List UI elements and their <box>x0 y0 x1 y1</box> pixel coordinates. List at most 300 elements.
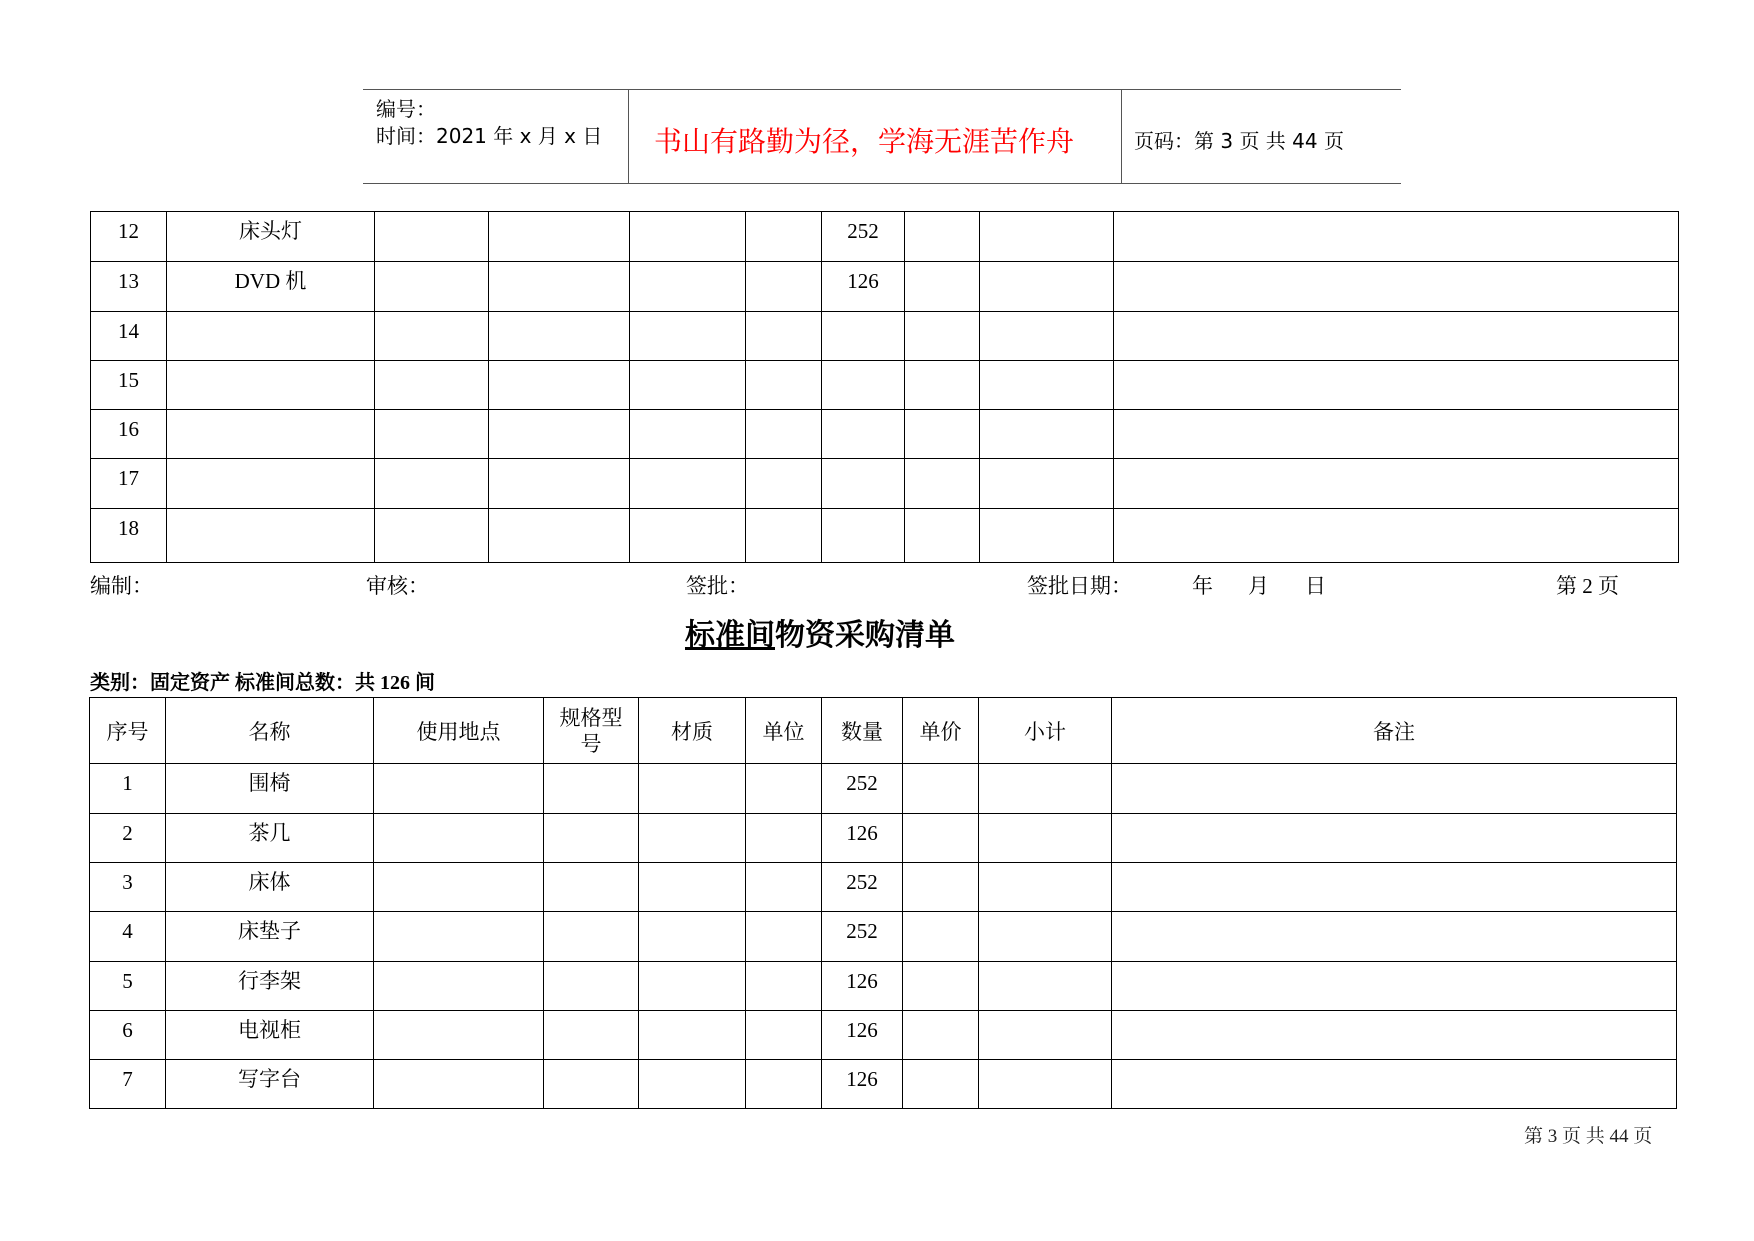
row-number: 5 <box>122 969 133 993</box>
cell-empty <box>1114 509 1679 563</box>
sig-year: 年 <box>1192 574 1213 598</box>
empty-value <box>544 814 638 820</box>
cell-empty <box>1112 962 1677 1011</box>
cell-name <box>166 1011 374 1060</box>
cell-empty <box>544 912 639 962</box>
serial-label: 编号： <box>376 97 436 121</box>
cell-empty <box>746 764 822 814</box>
cell-empty <box>639 1011 746 1060</box>
cell-empty <box>905 262 980 312</box>
cell-empty <box>746 1060 822 1109</box>
cell-empty <box>979 863 1112 912</box>
cell-empty <box>980 212 1114 262</box>
empty-value <box>544 912 638 918</box>
cell-empty <box>639 912 746 962</box>
cell-no <box>90 962 166 1011</box>
cell-empty <box>1112 912 1677 962</box>
row-number: 17 <box>118 466 139 490</box>
empty-value <box>746 863 821 869</box>
cell-name <box>167 410 375 459</box>
cell-no <box>91 262 167 312</box>
table-row <box>90 1011 1677 1060</box>
cell-name <box>166 1060 374 1109</box>
cell-empty <box>544 962 639 1011</box>
table-row <box>90 912 1677 962</box>
empty-value <box>746 212 821 218</box>
empty-value <box>903 814 978 820</box>
empty-value <box>980 459 1113 465</box>
empty-value <box>1114 410 1678 416</box>
empty-value <box>374 962 543 968</box>
cell-qty <box>822 410 905 459</box>
item-quantity: 126 <box>846 1067 878 1091</box>
empty-value <box>980 262 1113 268</box>
empty-value <box>639 1060 745 1066</box>
empty-value <box>639 962 745 968</box>
cell-no <box>91 410 167 459</box>
header-spec-line1: 规格型 <box>559 705 623 730</box>
cell-empty <box>979 962 1112 1011</box>
cell-empty <box>746 361 822 410</box>
cell-qty <box>822 863 903 912</box>
empty-value <box>1112 962 1676 968</box>
empty-value <box>746 509 821 515</box>
cell-no <box>91 509 167 563</box>
cell-empty <box>1114 312 1679 361</box>
cell-name <box>167 212 375 262</box>
sig-month: 月 <box>1248 574 1269 598</box>
continuation-table <box>90 211 1679 563</box>
cell-empty <box>375 509 489 563</box>
cell-empty <box>1114 459 1679 509</box>
header-unit: 单位 <box>746 698 822 764</box>
cell-name <box>166 962 374 1011</box>
row-number: 14 <box>118 319 139 343</box>
cell-empty <box>375 361 489 410</box>
cell-empty <box>979 912 1112 962</box>
item-name <box>167 312 374 318</box>
item-name: 电视柜 <box>238 1018 301 1042</box>
empty-value <box>375 410 488 416</box>
cell-empty <box>980 262 1114 312</box>
cell-empty <box>905 212 980 262</box>
cell-no <box>91 361 167 410</box>
empty-value <box>639 863 745 869</box>
empty-value <box>375 361 488 367</box>
cell-empty <box>1112 1060 1677 1109</box>
empty-value <box>544 1060 638 1066</box>
row-number: 13 <box>118 269 139 293</box>
cell-empty <box>375 459 489 509</box>
cell-empty <box>1112 814 1677 863</box>
cell-empty <box>746 312 822 361</box>
empty-value <box>903 962 978 968</box>
cell-empty <box>905 410 980 459</box>
cell-empty <box>903 1060 979 1109</box>
motto-text: 书山有路勤为径，学海无涯苦作舟 <box>654 125 1075 158</box>
empty-value <box>489 212 629 218</box>
empty-value <box>905 361 979 367</box>
empty-value <box>980 212 1113 218</box>
cell-empty <box>374 863 544 912</box>
header-subtotal: 小计 <box>979 698 1112 764</box>
cell-empty <box>639 764 746 814</box>
table-row <box>90 814 1677 863</box>
header-top-rule <box>363 89 1401 90</box>
cell-empty <box>746 912 822 962</box>
cell-qty <box>822 1060 903 1109</box>
cell-empty <box>375 410 489 459</box>
table-header-row <box>90 698 1677 764</box>
cell-qty <box>822 814 903 863</box>
cell-empty <box>544 1011 639 1060</box>
cell-empty <box>630 361 746 410</box>
cell-empty <box>489 459 630 509</box>
cell-empty <box>980 312 1114 361</box>
cell-empty <box>375 212 489 262</box>
cell-qty <box>822 912 903 962</box>
item-quantity: 126 <box>846 821 878 845</box>
cell-qty <box>822 262 905 312</box>
row-number: 7 <box>122 1067 133 1091</box>
empty-value <box>746 962 821 968</box>
item-quantity <box>822 361 904 367</box>
cell-no <box>91 459 167 509</box>
cell-empty <box>639 962 746 1011</box>
title-underlined: 标准间 <box>685 619 775 652</box>
cell-qty <box>822 361 905 410</box>
empty-value <box>489 509 629 515</box>
item-name: 围椅 <box>248 771 291 795</box>
empty-value <box>374 814 543 820</box>
table-row <box>91 509 1679 563</box>
empty-value <box>979 764 1111 770</box>
cell-empty <box>980 410 1114 459</box>
cell-empty <box>980 509 1114 563</box>
cell-empty <box>1114 262 1679 312</box>
empty-value <box>489 361 629 367</box>
empty-value <box>1112 863 1676 869</box>
time-label: 时间：2021 年 x 月 x 日 <box>376 124 603 148</box>
empty-value <box>544 962 638 968</box>
cell-empty <box>639 1060 746 1109</box>
header-qty: 数量 <box>822 698 903 764</box>
empty-value <box>630 312 745 318</box>
item-name: 床垫子 <box>238 919 301 943</box>
cell-empty <box>374 912 544 962</box>
table-row <box>91 361 1679 410</box>
cell-empty <box>746 509 822 563</box>
cell-empty <box>630 509 746 563</box>
sig-review: 审核： <box>366 574 429 598</box>
cell-qty <box>822 509 905 563</box>
item-quantity <box>822 509 904 515</box>
header-price: 单价 <box>903 698 979 764</box>
cell-empty <box>544 764 639 814</box>
cell-empty <box>630 262 746 312</box>
empty-value <box>544 1011 638 1017</box>
cell-empty <box>903 1011 979 1060</box>
item-name: 床体 <box>248 870 291 894</box>
page-code: 页码：第 3 页 共 44 页 <box>1134 129 1344 153</box>
row-number: 2 <box>122 821 133 845</box>
empty-value <box>630 509 745 515</box>
table-row <box>91 410 1679 459</box>
cell-empty <box>489 212 630 262</box>
row-number: 3 <box>122 870 133 894</box>
cell-empty <box>544 1060 639 1109</box>
empty-value <box>903 1060 978 1066</box>
empty-value <box>374 863 543 869</box>
item-name: 写字台 <box>238 1067 301 1091</box>
cell-empty <box>905 509 980 563</box>
cell-empty <box>489 312 630 361</box>
sig-compile: 编制： <box>90 574 153 598</box>
empty-value <box>1112 764 1676 770</box>
cell-empty <box>746 459 822 509</box>
empty-value <box>746 410 821 416</box>
empty-value <box>374 1060 543 1066</box>
cell-empty <box>903 863 979 912</box>
cell-qty <box>822 459 905 509</box>
item-name <box>167 459 374 465</box>
empty-value <box>489 410 629 416</box>
cell-empty <box>630 312 746 361</box>
cell-empty <box>1114 361 1679 410</box>
empty-value <box>630 212 745 218</box>
cell-empty <box>903 814 979 863</box>
empty-value <box>489 459 629 465</box>
empty-value <box>746 814 821 820</box>
cell-qty <box>822 764 903 814</box>
item-quantity: 126 <box>846 1018 878 1042</box>
procurement-table <box>89 697 1677 1109</box>
item-quantity: 252 <box>846 919 878 943</box>
item-name: 茶几 <box>248 821 291 845</box>
cell-name <box>166 912 374 962</box>
empty-value <box>375 509 488 515</box>
cell-empty <box>979 814 1112 863</box>
header-bottom-rule <box>363 183 1401 184</box>
cell-name <box>166 863 374 912</box>
empty-value <box>639 1011 745 1017</box>
item-quantity: 126 <box>846 969 878 993</box>
cell-no <box>90 863 166 912</box>
empty-value <box>903 764 978 770</box>
item-quantity: 126 <box>847 269 879 293</box>
cell-name <box>167 312 375 361</box>
empty-value <box>903 1011 978 1017</box>
cell-empty <box>746 814 822 863</box>
cell-empty <box>374 1060 544 1109</box>
header-spec <box>544 698 639 764</box>
cell-name <box>167 262 375 312</box>
cell-empty <box>374 1011 544 1060</box>
empty-value <box>1114 262 1678 268</box>
empty-value <box>1112 814 1676 820</box>
empty-value <box>630 459 745 465</box>
cell-no <box>90 764 166 814</box>
empty-value <box>1114 212 1678 218</box>
cell-empty <box>903 764 979 814</box>
empty-value <box>979 962 1111 968</box>
table-row <box>90 1060 1677 1109</box>
empty-value <box>1112 1011 1676 1017</box>
item-quantity <box>822 312 904 318</box>
item-quantity <box>822 410 904 416</box>
cell-empty <box>489 410 630 459</box>
empty-value <box>489 262 629 268</box>
empty-value <box>980 361 1113 367</box>
row-number: 16 <box>118 417 139 441</box>
cell-empty <box>630 459 746 509</box>
table-row <box>90 863 1677 912</box>
cell-empty <box>903 912 979 962</box>
header-no: 序号 <box>90 698 166 764</box>
cell-empty <box>1112 863 1677 912</box>
cell-empty <box>630 212 746 262</box>
empty-value <box>375 312 488 318</box>
empty-value <box>746 361 821 367</box>
cell-no <box>91 312 167 361</box>
cell-empty <box>979 764 1112 814</box>
empty-value <box>903 912 978 918</box>
cell-empty <box>374 764 544 814</box>
cell-no <box>90 1011 166 1060</box>
cell-empty <box>630 410 746 459</box>
cell-no <box>90 814 166 863</box>
cell-empty <box>374 962 544 1011</box>
cell-qty <box>822 1011 903 1060</box>
empty-value <box>905 212 979 218</box>
cell-empty <box>1112 1011 1677 1060</box>
sig-day: 日 <box>1305 574 1326 598</box>
table-row <box>91 262 1679 312</box>
cell-empty <box>980 459 1114 509</box>
empty-value <box>979 912 1111 918</box>
empty-value <box>979 863 1111 869</box>
empty-value <box>374 1011 543 1017</box>
header-spec-line2: 号 <box>580 731 602 756</box>
empty-value <box>630 410 745 416</box>
header-remark: 备注 <box>1112 698 1677 764</box>
item-quantity: 252 <box>846 870 878 894</box>
row-number: 1 <box>122 771 133 795</box>
cell-no <box>90 912 166 962</box>
cell-qty <box>822 962 903 1011</box>
cell-empty <box>905 312 980 361</box>
empty-value <box>746 1011 821 1017</box>
sig-approve-date: 签批日期： <box>1027 574 1132 598</box>
empty-value <box>746 459 821 465</box>
empty-value <box>980 410 1113 416</box>
page-footer: 第 3 页 共 44 页 <box>1524 1126 1653 1147</box>
cell-empty <box>979 1060 1112 1109</box>
cell-empty <box>980 361 1114 410</box>
item-quantity: 252 <box>846 771 878 795</box>
sig-approve: 签批： <box>686 574 749 598</box>
cell-name <box>166 764 374 814</box>
empty-value <box>1112 912 1676 918</box>
cell-name <box>167 509 375 563</box>
empty-value <box>905 312 979 318</box>
empty-value <box>489 312 629 318</box>
empty-value <box>639 814 745 820</box>
empty-value <box>980 509 1113 515</box>
header-location: 使用地点 <box>374 698 544 764</box>
cell-empty <box>544 863 639 912</box>
empty-value <box>375 212 488 218</box>
item-name: 行李架 <box>238 969 301 993</box>
empty-value <box>905 410 979 416</box>
table-row <box>90 764 1677 814</box>
cell-empty <box>905 361 980 410</box>
row-number: 18 <box>118 516 139 540</box>
item-name <box>167 410 374 416</box>
cell-empty <box>746 212 822 262</box>
table-row <box>91 459 1679 509</box>
cell-empty <box>489 361 630 410</box>
empty-value <box>374 912 543 918</box>
empty-value <box>375 262 488 268</box>
empty-value <box>979 814 1111 820</box>
row-number: 12 <box>118 219 139 243</box>
category-line: 类别：固定资产 标准间总数：共 126 间 <box>90 672 435 694</box>
cell-empty <box>746 410 822 459</box>
empty-value <box>980 312 1113 318</box>
header-name: 名称 <box>166 698 374 764</box>
cell-qty <box>822 312 905 361</box>
cell-name <box>167 361 375 410</box>
cell-empty <box>905 459 980 509</box>
empty-value <box>374 764 543 770</box>
empty-value <box>544 863 638 869</box>
table-row <box>91 212 1679 262</box>
empty-value <box>905 459 979 465</box>
item-name: 床头灯 <box>239 219 302 243</box>
cell-empty <box>639 814 746 863</box>
table-row <box>91 312 1679 361</box>
header-divider-right <box>1121 90 1122 184</box>
cell-empty <box>903 962 979 1011</box>
cell-empty <box>374 814 544 863</box>
cell-empty <box>746 262 822 312</box>
item-name <box>167 509 374 515</box>
empty-value <box>1114 312 1678 318</box>
cell-empty <box>544 814 639 863</box>
cell-no <box>90 1060 166 1109</box>
item-quantity: 252 <box>847 219 879 243</box>
empty-value <box>979 1060 1111 1066</box>
cell-no <box>91 212 167 262</box>
cell-empty <box>746 863 822 912</box>
empty-value <box>905 262 979 268</box>
empty-value <box>746 1060 821 1066</box>
title-rest: 物资采购清单 <box>775 619 955 652</box>
cell-qty <box>822 212 905 262</box>
empty-value <box>1114 459 1678 465</box>
cell-empty <box>489 262 630 312</box>
row-number: 4 <box>122 919 133 943</box>
cell-name <box>167 459 375 509</box>
empty-value <box>639 764 745 770</box>
empty-value <box>746 912 821 918</box>
empty-value <box>905 509 979 515</box>
row-number: 6 <box>122 1018 133 1042</box>
cell-empty <box>1114 410 1679 459</box>
empty-value <box>1112 1060 1676 1066</box>
empty-value <box>903 863 978 869</box>
